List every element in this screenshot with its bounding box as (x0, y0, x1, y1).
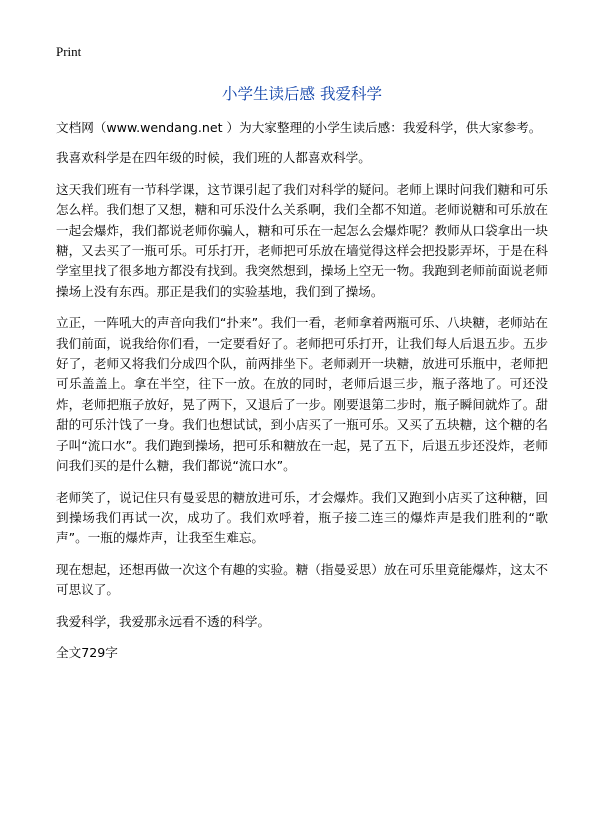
body-paragraph-2: 这天我们班有一节科学课，这节课引起了我们对科学的疑问。老师上课时问我们糖和可乐怎么样。我们想了又想，糖和可乐没什么关系啊，我们全都不知道。老师说糖和可乐放在一起会爆炸，我们都说老师你骗人，糖和可乐在一起怎么会爆炸呢？教师从口袋拿出一块糖，又去买了一瓶可乐。可乐打开，老师把可乐放在墙觉得这样会把投影弄坏，于是在科学室里找了很多地方都没有找到。我突然想到，操场上空无一物。我跑到老师前面说老师操场上没有东西。那正是我们的实验基地，我们到了操场。 (56, 181, 548, 299)
word-count: 全文729字 (56, 644, 118, 660)
body-paragraph-6: 我爱科学，我爱那永远看不透的科学。 (56, 613, 271, 629)
page-title: 小学生读后感 我爱科学 (222, 85, 382, 103)
body-paragraph-4: 老师笑了，说记住只有曼妥思的糖放进可乐，才会爆炸。我们又跑到小店买了这种糖，回到操场我们再试一次，成功了。我们欢呼着，瓶子接二连三的爆炸声是我们胜利的“歌声”。一瓶的爆炸声，让我至生难忘。 (56, 489, 548, 546)
body-paragraph-3: 立正，一阵吼大的声音向我们“扑来”。我们一看，老师拿着两瓶可乐、八块糖，老师站在我们前面，说我给你们看，一定要看好了。老师把可乐打开，让我们每人后退五步。五步好了，老师又将我们分成四个队，前两排坐下。老师剥开一块糖，放进可乐瓶中，老师把可乐盖盖上。拿在半空，往下一放。在放的同时，老师后退三步，瓶子落地了。可还没炸，老师把瓶子放好，晃了两下，又退后了一步。刚要退第二步时，瓶子瞬间就炸了。甜甜的可乐汁饯了一身。我们也想试试，到小店买了一瓶可乐。又买了五块糖，这个糖的名子叫“流口水”。我们跑到操场，把可乐和糖放在一起，晃了五下，后退五步还没炸，老师问我们买的是什么糖，我们都说“流口水”。 (56, 315, 548, 474)
body-paragraph-5: 现在想起，还想再做一次这个有趣的实验。糖（指曼妥思）放在可乐里竟能爆炸，这太不可思议了。 (56, 561, 548, 598)
print-link[interactable]: Print (56, 44, 82, 59)
intro-paragraph: 文档网（www.wendang.net ）为大家整理的小学生读后感：我爱科学，供大家参考。 (56, 120, 542, 135)
body-paragraph-1: 我喜欢科学是在四年级的时候，我们班的人都喜欢科学。 (56, 150, 371, 166)
